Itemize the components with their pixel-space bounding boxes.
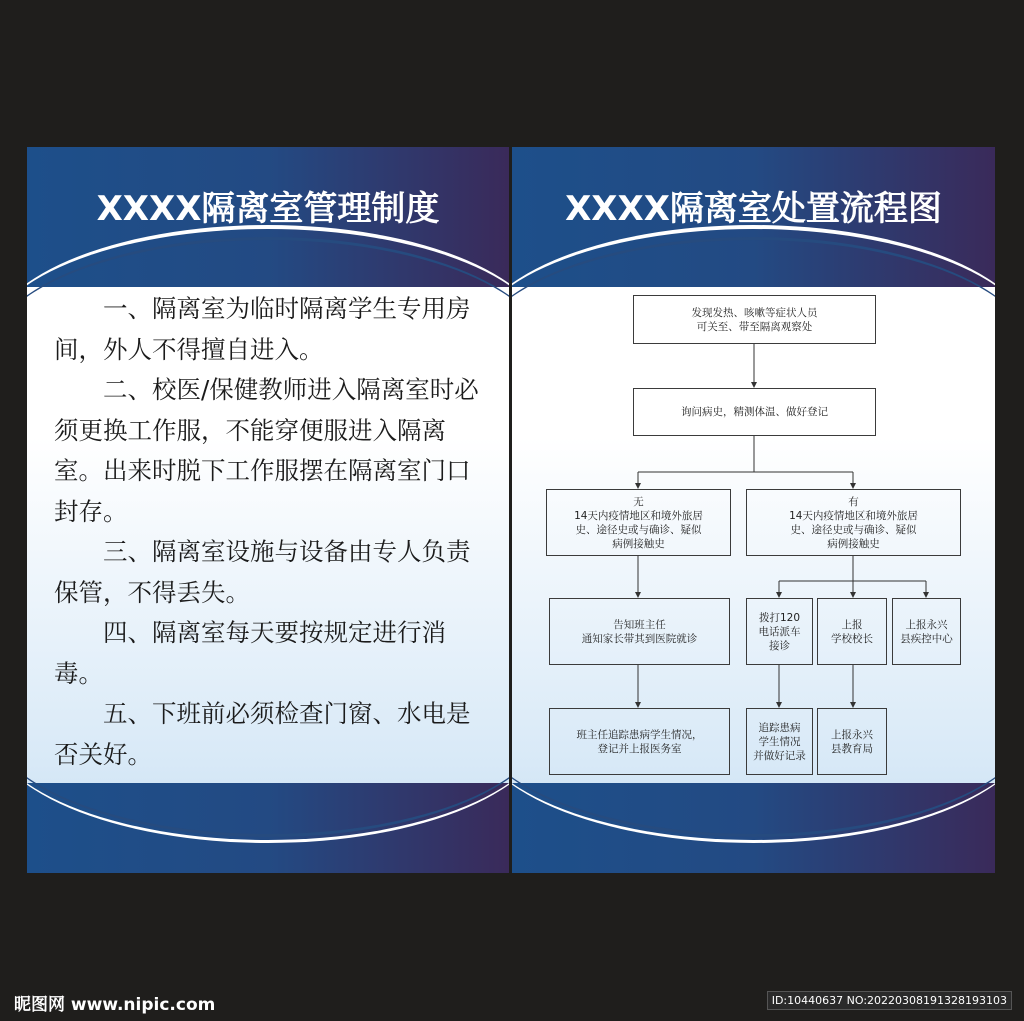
flow-node-notify-teacher: 告知班主任 通知家长带其到医院就诊 [549, 598, 730, 665]
flow-node-report-principal: 上报 学校校长 [817, 598, 887, 665]
flow-node-no-history: 无 14天内疫情地区和境外旅居 史、途径史或与确诊、疑似 病例接触史 [546, 489, 731, 556]
rule-item: 三、隔离室设施与设备由专人负责保管，不得丢失。 [54, 537, 471, 607]
flow-node-yes-history: 有 14天内疫情地区和境外旅居 史、途径史或与确诊、疑似 病例接触史 [746, 489, 961, 556]
rule-item: 五、下班前必须检查门窗、水电是否关好。 [54, 699, 471, 769]
rules-title: XXXX隔离室管理制度 [96, 189, 440, 229]
rule-item: 二、校医/保健教师进入隔离室时必须更换工作服，不能穿便服进入隔离室。出来时脱下工作服摆在隔离室门口封存。 [54, 375, 479, 526]
flow-node-track-student: 追踪患病 学生情况 并做好记录 [746, 708, 813, 775]
flow-node-discover: 发现发热、咳嗽等症状人员 可关至、带至隔离观察处 [633, 295, 876, 344]
flowchart [512, 147, 995, 873]
rules-list [54, 289, 484, 775]
flow-node-report-cdc: 上报永兴 县疾控中心 [892, 598, 961, 665]
flow-node-report-education: 上报永兴 县教育局 [817, 708, 887, 775]
rules-board [27, 147, 509, 873]
flowchart-title: XXXX隔离室处置流程图 [565, 189, 942, 229]
flowchart-board [512, 147, 995, 873]
rule-item: 一、隔离室为临时隔离学生专用房间，外人不得擅自进入。 [54, 294, 471, 364]
watermark-site: 昵图网 www.nipic.com [14, 995, 216, 1015]
flow-node-inquire: 询问病史，精测体温、做好登记 [633, 388, 876, 436]
flow-node-teacher-follow: 班主任追踪患病学生情况， 登记并上报医务室 [549, 708, 730, 775]
rule-item: 四、隔离室每天要按规定进行消毒。 [54, 618, 446, 688]
watermark-id: ID:10440637 NO:20220308191328193103 [767, 991, 1012, 1010]
flow-node-call-120: 拨打120 电话派车 接诊 [746, 598, 813, 665]
